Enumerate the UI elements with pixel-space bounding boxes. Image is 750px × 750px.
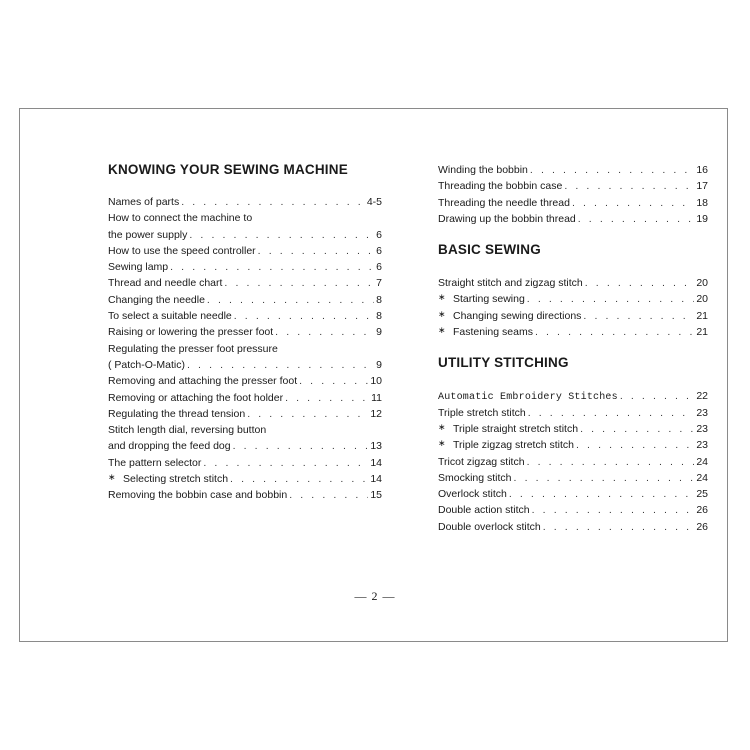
toc-entry: Triple stretch stitch . . . 23 xyxy=(438,405,708,421)
toc-entry: Removing the bobbin case and bobbin . . . 15 xyxy=(108,487,382,503)
toc-entry: Names of parts . . . 4-5 xyxy=(108,194,382,210)
toc-entry: the power supply . . . 6 xyxy=(108,227,382,243)
toc-entry: Overlock stitch . . . 25 xyxy=(438,486,708,502)
toc-entry: Drawing up the bobbin thread . . . 19 xyxy=(438,211,708,227)
toc-entry: Double overlock stitch . . . 26 xyxy=(438,519,708,535)
toc-entry: Removing or attaching the foot holder . . . 11 xyxy=(108,390,382,406)
toc-entry: Straight stitch and zigzag stitch . . . 20 xyxy=(438,275,708,291)
toc-entry: ∗ Fastening seams . . . 21 xyxy=(438,324,708,340)
toc-entry: ∗ Selecting stretch stitch . . . 14 xyxy=(108,471,382,487)
toc-entry: ∗ Triple zigzag stretch stitch . . . 23 xyxy=(438,437,708,453)
toc-entry: Tricot zigzag stitch . . . 24 xyxy=(438,454,708,470)
toc-entry: and dropping the feed dog . . . 13 xyxy=(108,438,382,454)
page-number: — 2 — xyxy=(354,589,396,603)
toc-entry: Sewing lamp . . . 6 xyxy=(108,259,382,275)
toc-entry: Thread and needle chart . . . 7 xyxy=(108,275,382,291)
toc-list-continued xyxy=(438,162,708,227)
section-heading-knowing: KNOWING YOUR SEWING MACHINE xyxy=(108,162,348,177)
toc-entry: How to connect the machine to xyxy=(108,212,253,225)
toc-entry: ∗ Starting sewing . . . 20 xyxy=(438,291,708,307)
toc-entry: Double action stitch . . . 26 xyxy=(438,502,708,518)
toc-entry: How to use the speed controller . . . 6 xyxy=(108,243,382,259)
section-heading-utility-stitching: UTILITY STITCHING xyxy=(438,355,569,371)
toc-entry: Winding the bobbin . . . 16 xyxy=(438,162,708,178)
toc-entry: Smocking stitch . . . 24 xyxy=(438,470,708,486)
toc-entry: ∗ Triple straight stretch stitch . . . 23 xyxy=(438,421,708,437)
toc-entry: ∗ Changing sewing directions . . . 21 xyxy=(438,308,708,324)
toc-entry: The pattern selector . . . 14 xyxy=(108,455,382,471)
toc-entry: Regulating the thread tension . . . 12 xyxy=(108,406,382,422)
toc-entry: ( Patch-O-Matic) . . . 9 xyxy=(108,357,382,373)
toc-entry: Raising or lowering the presser foot . . . 9 xyxy=(108,324,382,340)
toc-entry: Threading the needle thread . . . 18 xyxy=(438,195,708,211)
toc-left-column xyxy=(108,162,382,504)
toc-entry: Stitch length dial, reversing button xyxy=(108,424,267,437)
section-heading-basic-sewing: BASIC SEWING xyxy=(438,242,541,258)
toc-list-basic-sewing xyxy=(438,275,708,340)
toc-entry: Changing the needle . . . 8 xyxy=(108,292,382,308)
toc-list-knowing xyxy=(108,194,382,504)
toc-entry: To select a suitable needle . . . 8 xyxy=(108,308,382,324)
toc-entry: Regulating the presser foot pressure xyxy=(108,342,278,355)
toc-entry: Removing and attaching the presser foot . . . 10 xyxy=(108,373,382,389)
toc-entry: Automatic Embroidery Stitches . . . 22 xyxy=(438,388,708,404)
toc-list-utility-stitching xyxy=(438,388,708,535)
toc-right-column xyxy=(438,162,708,535)
toc-entry: Threading the bobbin case . . . 17 xyxy=(438,178,708,194)
